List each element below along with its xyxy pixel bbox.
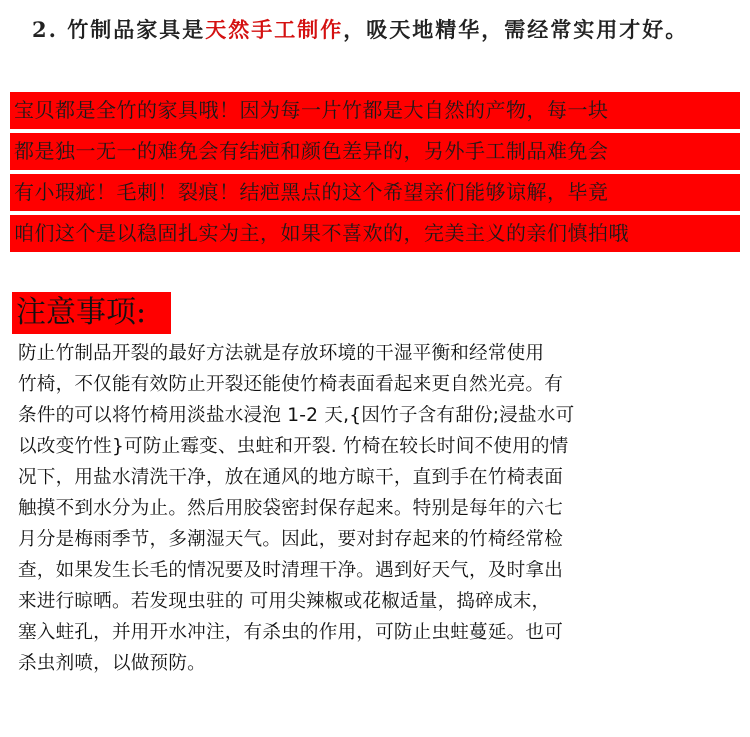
body-line: 防止竹制品开裂的最好方法就是存放环境的干湿平衡和经常使用 (18, 343, 545, 364)
red-notice-line: 宝贝都是全竹的家具哦！因为每一片竹都是大自然的产物，每一块 (10, 92, 740, 129)
body-line: 以改变竹性}可防止霉变、虫蛀和开裂. 竹椅在较长时间不使用的情 (18, 436, 569, 457)
red-notice-line: 咱们这个是以稳固扎实为主，如果不喜欢的，完美主义的亲们慎拍哦 (10, 215, 740, 252)
red-notice-block (10, 92, 740, 256)
body-line: 月分是梅雨季节，多潮湿天气。因此，要对封存起来的竹椅经常检 (18, 529, 564, 550)
body-line: 杀虫剂喷，以做预防。 (18, 653, 206, 674)
red-notice-line: 都是独一无一的难免会有结疤和颜色差异的，另外手工制品难免会 (10, 133, 740, 170)
care-instructions (18, 338, 734, 679)
body-line: 来进行晾晒。若发现虫驻的 可用尖辣椒或花椒适量，捣碎成末， (18, 591, 551, 612)
body-line: 条件的可以将竹椅用淡盐水浸泡 1-2 天,{因竹子含有甜份;浸盐水可 (18, 405, 575, 426)
body-line: 竹椅，不仅能有效防止开裂还能使竹椅表面看起来更自然光亮。有 (18, 374, 564, 395)
body-line: 触摸不到水分为止。然后用胶袋密封保存起来。特别是每年的六七 (18, 498, 564, 519)
notice-heading: 注意事项: (12, 292, 171, 334)
body-line: 况下，用盐水清洗干净，放在通风的地方晾干，直到手在竹椅表面 (18, 467, 564, 488)
body-line: 查，如果发生长毛的情况要及时清理干净。遇到好天气，及时拿出 (18, 560, 564, 581)
header-suffix: ，吸天地精华，需经常实用才好。 (343, 17, 689, 42)
header-highlight: 天然手工制作 (205, 17, 344, 42)
header-line (32, 14, 688, 44)
red-notice-line: 有小瑕疵！毛刺！裂痕！结疤黑点的这个希望亲们能够谅解，毕竟 (10, 174, 740, 211)
body-line: 塞入蛀孔，并用开水冲注，有杀虫的作用，可防止虫蛀蔓延。也可 (18, 622, 564, 643)
header-prefix: 2. 竹制品家具是 (32, 17, 206, 42)
